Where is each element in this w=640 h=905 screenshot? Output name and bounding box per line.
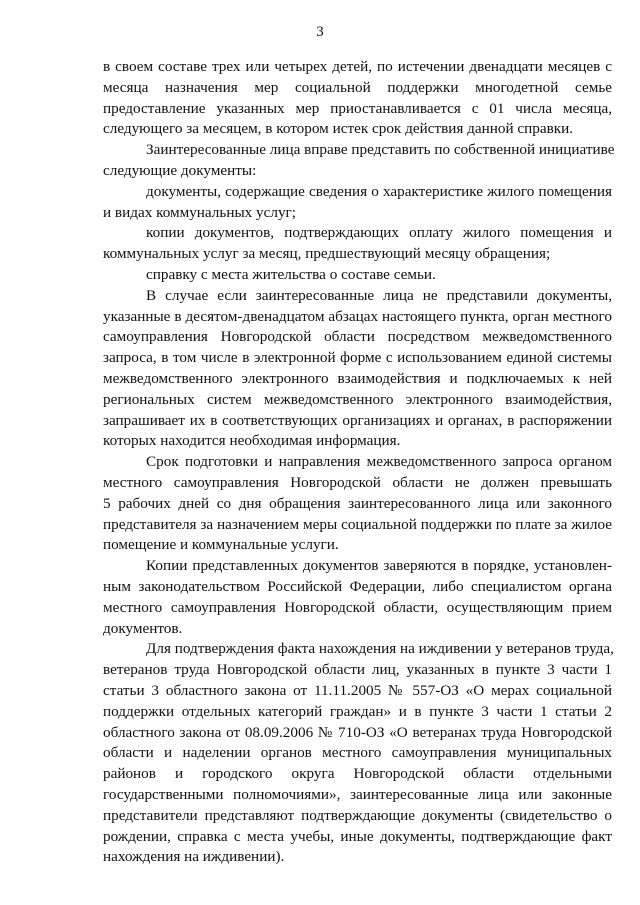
text-line: следующие документы: — [103, 162, 257, 179]
text-line: и видах коммунальных услуг; — [103, 203, 296, 221]
text-line: которых находится необходимая информация. — [103, 432, 401, 450]
text-line: межведомственного электронного взаимодействия и подключаемых к ней — [103, 370, 612, 387]
text-line: нахождения на иждивении). — [103, 848, 285, 866]
text-line: документов. — [103, 619, 183, 637]
text-line: документы, содержащие сведения о характеристике жилого помещения — [146, 182, 612, 200]
text-line: рождении, справка с места учебы, иные документы, подтверждающие факт — [103, 827, 612, 845]
text-line: В случае если заинтересованные лица не представили документы, — [146, 286, 612, 304]
text-line: справку с места жительства о составе семьи. — [146, 266, 436, 283]
text-line: государственными полномочиями», заинтересованные лица или законные — [103, 786, 612, 803]
text-line: самоуправления Новгородской области посредством межведомственного — [103, 328, 612, 346]
text-line: представители представляют подтверждающие документы (свидетельство о — [103, 806, 612, 824]
text-line: статьи 3 областного закона от 11.11.2005 № 557-ОЗ «О мерах социальной — [103, 682, 612, 699]
text-line: Заинтересованные лица вправе представить по собственной инициативе — [146, 141, 615, 159]
text-line: копии документов, подтверждающих оплату жилого помещения и — [146, 224, 612, 242]
text-line: в своем составе трех или четырех детей, по истечении двенадцати месяцев с — [103, 58, 612, 75]
page-number: 3 — [316, 24, 324, 40]
text-line: помещение и коммунальные услуги. — [103, 536, 339, 554]
text-line: Для подтверждения факта нахождения на иждивении у ветеранов труда, — [146, 640, 614, 658]
text-line: районов и городского округа Новгородской области отдельными — [103, 765, 612, 783]
text-line: Срок подготовки и направления межведомственного запроса органом — [146, 453, 612, 471]
text-line: месяца назначения мер социальной поддержки многодетной семье — [103, 78, 612, 96]
text-line: поддержки отдельных категорий граждан» и в пункте 3 части 1 статьи 2 — [103, 702, 612, 720]
text-line: коммунальных услуг за месяц, предшествующий месяцу обращения; — [103, 245, 551, 263]
text-line: представителя за назначением меры социальной поддержки по плате за жилое — [103, 515, 612, 533]
text-line: 5 рабочих дней со дня обращения заинтересованного лица или законного — [103, 494, 612, 512]
text-line: следующего за месяцем, в котором истек срок действия данной справки. — [103, 120, 574, 138]
text-line: областного закона от 08.09.2006 № 710-ОЗ «О ветеранах труда Новгородской — [103, 723, 612, 741]
text-line: предоставление указанных мер приостанавливается с 01 числа месяца, — [103, 99, 612, 117]
text-line: ветеранов труда Новгородской области лиц, указанных в пункте 3 части 1 — [103, 661, 612, 679]
text-line: местного самоуправления Новгородской области не должен превышать — [103, 474, 612, 491]
text-line: региональных систем межведомственного электронного взаимодействия, — [103, 390, 612, 408]
text-line: области и наделении органов местного самоуправления муниципальных — [103, 744, 612, 762]
text-line: Копии представленных документов заверяются в порядке, установлен- — [146, 557, 612, 575]
text-line: указанные в десятом-двенадцатом абзацах настоящего пункта, орган местного — [103, 307, 612, 325]
text-line: ным законодательством Российской Федерации, либо специалистом органа — [103, 578, 612, 595]
text-line: запрашивает их в соответствующих организациях и органах, в распоряжении — [103, 411, 612, 429]
text-line: запроса, в том числе в электронной форме с использованием единой системы — [103, 349, 612, 367]
text-line: местного самоуправления Новгородской области, осуществляющим прием — [103, 598, 612, 616]
